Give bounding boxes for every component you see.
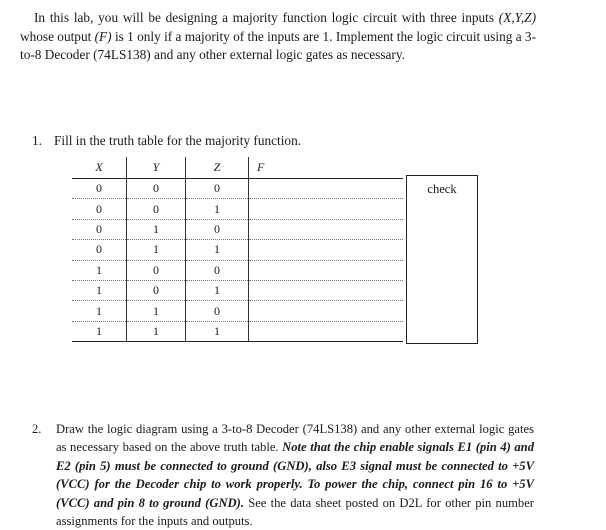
cell-x: 1 [72, 260, 127, 280]
question-2 [32, 420, 534, 530]
cell-z: 0 [186, 179, 249, 199]
cell-y: 1 [127, 301, 186, 321]
header-x: X [72, 157, 127, 179]
cell-f[interactable] [249, 301, 404, 321]
cell-z: 0 [186, 260, 249, 280]
truth-table [72, 157, 403, 342]
cell-y: 0 [127, 179, 186, 199]
cell-y: 0 [127, 199, 186, 219]
header-z: Z [186, 157, 249, 179]
cell-z: 0 [186, 301, 249, 321]
table-row [72, 179, 403, 199]
cell-f[interactable] [249, 260, 404, 280]
cell-f[interactable] [249, 179, 404, 199]
cell-x: 1 [72, 301, 127, 321]
table-row [72, 219, 403, 239]
intro-inputs: (X,Y,Z) [498, 10, 536, 25]
question-1-number: 1. [32, 133, 42, 148]
check-label: check [427, 182, 457, 196]
check-box[interactable] [406, 175, 478, 344]
cell-y: 1 [127, 321, 186, 341]
cell-z: 1 [186, 240, 249, 260]
cell-z: 1 [186, 199, 249, 219]
cell-y: 1 [127, 219, 186, 239]
question-2-note: Note that the chip enable signals E1 (pin 4) and E2 (pin 5) must be connected to ground (GND), also E3 signal must be connected to +5V (VCC) for the Decoder chip to work properly. To power the chip, connect pin 16 to +5V (VCC) and pin 8 to ground (GND). [56, 440, 534, 510]
intro-paragraph [20, 9, 536, 65]
cell-x: 0 [72, 240, 127, 260]
question-2-text-2: See the data sheet posted on D2L for other pin number assignments for the inputs and outputs. [56, 495, 534, 529]
truth-table-header-row [72, 157, 403, 179]
cell-x: 1 [72, 321, 127, 341]
cell-y: 0 [127, 260, 186, 280]
intro-text-2: whose output [20, 28, 95, 44]
table-row [72, 301, 403, 321]
cell-x: 0 [72, 179, 127, 199]
question-2-text-1: Draw the logic diagram using a 3-to-8 Decoder (74LS138) and any other external logic gates as necessary based on the above truth table. [56, 422, 534, 455]
cell-f[interactable] [249, 280, 404, 300]
table-row [72, 199, 403, 219]
table-row [72, 260, 403, 280]
table-row [72, 321, 403, 341]
cell-f[interactable] [249, 199, 404, 219]
cell-y: 0 [127, 280, 186, 300]
header-f: F [249, 157, 404, 179]
cell-y: 1 [127, 240, 186, 260]
table-row [72, 280, 403, 300]
question-1-text: Fill in the truth table for the majority function. [54, 133, 302, 148]
cell-x: 0 [72, 199, 127, 219]
question-2-number: 2. [32, 422, 42, 436]
cell-z: 1 [186, 321, 249, 341]
header-y: Y [127, 157, 186, 179]
cell-z: 1 [186, 280, 249, 300]
intro-output: (F) [94, 28, 112, 44]
question-1 [32, 132, 432, 150]
intro-text-3: is 1 only if a majority of the inputs are 1. Implement the logic circuit using a 3-to-8 Decoder (74LS138) and any other external logic gates as necessary. [20, 28, 537, 62]
cell-z: 0 [186, 219, 249, 239]
cell-f[interactable] [249, 240, 404, 260]
table-row [72, 240, 403, 260]
intro-text-1: In this lab, you will be designing a majority function logic circuit with three inputs [34, 10, 499, 25]
cell-f[interactable] [249, 321, 404, 341]
cell-x: 1 [72, 280, 127, 300]
cell-x: 0 [72, 219, 127, 239]
cell-f[interactable] [249, 219, 404, 239]
